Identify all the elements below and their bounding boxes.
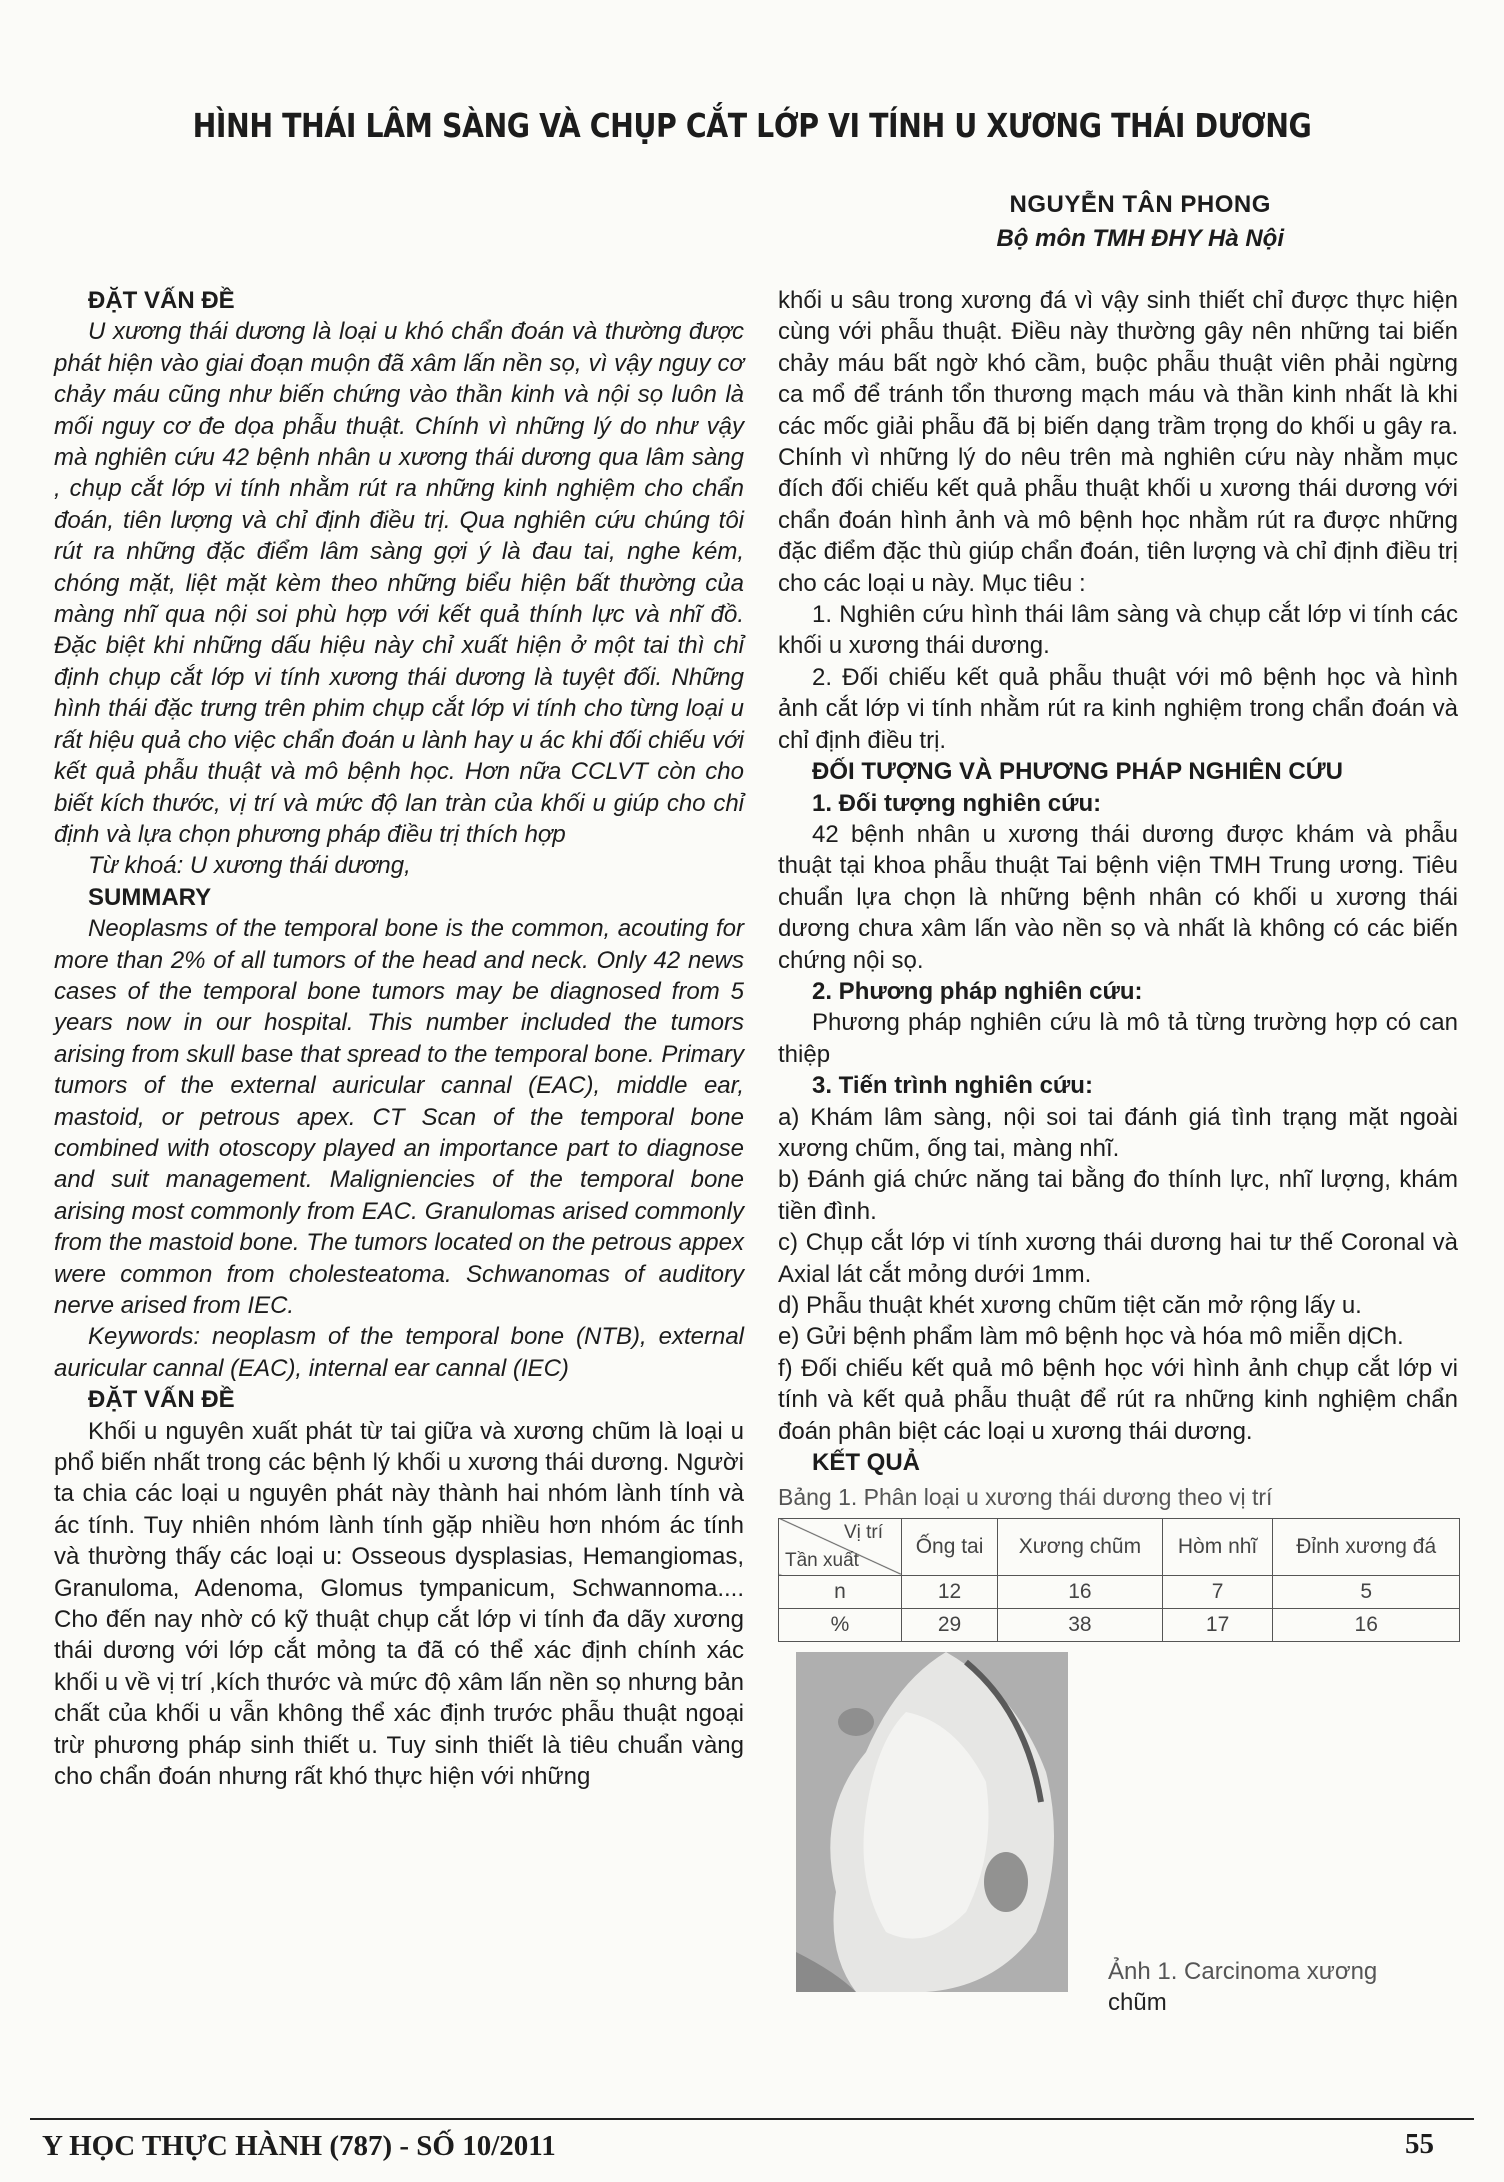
figure-caption-line1: Ảnh 1. Carcinoma xương [1108, 1957, 1378, 1985]
section-heading-intro-abstract: ĐẶT VẤN ĐỀ [88, 287, 235, 314]
abstract-vietnamese: U xương thái dương là loại u khó chẩn đoán và thường được phát hiện vào giai đoạn muộn đã xâm lấn nền sọ, vì vậy nguy cơ chảy máu cũng như biến chứng vào thần kinh và nội sọ luôn là mối nguy cơ đe dọa phẫu thuật. Chính vì những lý do như vậy mà nghiên cứu 42 bệnh nhân u xương thái dương qua lâm sàng , chụp cắt lớp vi tính nhằm rút ra những kinh nghiệm cho chẩn đoán, tiên lượng và chỉ định điều trị. Qua nghiên cứu chúng tôi rút ra những đặc điểm lâm sàng gợi ý là đau tai, nghe kém, chóng mặt, liệt mặt kèm theo những biểu hiện bất thường của màng nhĩ qua nội soi phù hợp với kết quả thính lực và nhĩ đồ. Đặc biệt khi những dấu hiệu này chỉ xuất hiện ở một tai thì chỉ định chụp cắt lớp vi tính xương thái dương là tuyệt đối. Những hình thái đặc trưng trên phim chụp cắt lớp vi tính cho từng loại u rất hiệu quả cho việc chẩn đoán u lành hay u ác khi đối chiếu với kết quả phẫu thuật và mô bệnh học. Hơn nữa CCLVT còn cho biết kích thước, vị trí và mức độ lan tràn của khối u giúp cho chỉ định và lựa chọn phương pháp điều trị thích hợp [54, 318, 744, 848]
table-cell: 17 [1162, 1608, 1273, 1641]
table-row [779, 1575, 1460, 1608]
intro-continued: khối u sâu trong xương đá vì vậy sinh thiết chỉ được thực hiện cùng với phẫu thuật. Điều này thường gây nên những tai biến chảy máu bất ngờ khó cầm, buộc phẫu thuật viên phải ngừng ca mổ để tránh tổn thương mạch máu và thần kinh nhất là khi các mốc giải phẫu đã bị biến dạng trầm trọng do khối u gây ra. Chính vì những lý do nêu trên mà nghiên cứu này nhằm mục đích đối chiếu kết quả phẫu thuật khối u xương thái dương với chẩn đoán hình ảnh và mô bệnh học nhằm rút ra được những đặc điểm đặc thù giúp chẩn đoán, tiên lượng và chỉ định điều trị cho các loại u này. Mục tiêu : [778, 287, 1458, 597]
table-cell: 12 [902, 1575, 998, 1608]
summary-heading: SUMMARY [88, 883, 212, 911]
procedure-step-c: c) Chụp cắt lớp vi tính xương thái dương hai tư thế Coronal và Axial lát cắt mỏng dưới 1mm. [778, 1229, 1458, 1288]
objective-1: 1. Nghiên cứu hình thái lâm sàng và chụp cắt lớp vi tính các khối u xương thái dương. [778, 601, 1458, 660]
column-header: Đỉnh xương đá [1273, 1518, 1460, 1575]
procedure-step-f: f) Đối chiếu kết quả mô bệnh học với hình ảnh chụp cắt lớp vi tính và kết quả phẫu thuật để rút ra những kinh nghiệm chẩn đoán phân biệt các loại u xương thái dương. [778, 1354, 1458, 1445]
figure-caption [1108, 1956, 1377, 2018]
paper-title: HÌNH THÁI LÂM SÀNG VÀ CHỤP CẮT LỚP VI TÍNH U XƯƠNG THÁI DƯƠNG [192, 106, 1312, 145]
table-cell: 16 [1273, 1608, 1460, 1641]
corner-label-frequency: Tần xuất [785, 1549, 859, 1571]
table-caption: Bảng 1. Phân loại u xương thái dương theo vị trí [778, 1484, 1273, 1511]
table-cell: 5 [1273, 1575, 1460, 1608]
row-label: % [779, 1608, 902, 1641]
author-block [996, 188, 1284, 256]
subjects-text: 42 bệnh nhân u xương thái dương được khám và phẫu thuật tại khoa phẫu thuật Tai bệnh viện TMH Trung ương. Tiêu chuẩn lựa chọn là những bệnh nhân có khối u xương thái dương chưa xâm lấn vào nền sọ và nhất là không có các biến chứng nội sọ. [778, 820, 1458, 974]
page-number: 55 [1405, 2128, 1434, 2160]
footer-divider [30, 2118, 1474, 2120]
intro-paragraph: Khối u nguyên xuất phát từ tai giữa và xương chũm là loại u phổ biến nhất trong các bệnh lý khối u xương thái dương. Người ta chia các loại u nguyên phát này thành hai nhóm lành tính và ác tính. Tuy nhiên nhóm lành tính gặp nhiều hơn nhóm ác tính và thường thấy các loại u: Osseous dysplasias, Hemangiomas, Granuloma, Adenoma, Glomus tympanicum, Schwannoma.... Cho đến nay nhờ có kỹ thuật chụp cắt lớp vi tính đa dãy xương thái dương với lớp cắt mỏng ta đã có thể xác định chính xác khối u về vị trí ,kích thước và mức độ xâm lấn nền sọ nhưng bản chất của khối u vẫn không thể xác định trước phẫu thuật ngoại trừ phương pháp sinh thiết u. Tuy sinh thiết là tiêu chuẩn vàng cho chẩn đoán nhưng rất khó thực hiện với những [54, 1417, 744, 1791]
table-corner-cell [779, 1518, 902, 1575]
journal-footer: Y HỌC THỰC HÀNH (787) - SỐ 10/2011 [42, 2130, 556, 2162]
table-cell: 7 [1162, 1575, 1273, 1608]
table-header-row [779, 1518, 1460, 1575]
subheading-subjects: 1. Đối tượng nghiên cứu: [812, 789, 1102, 817]
ct-scan-image [796, 1652, 1068, 1992]
subheading-method: 2. Phương pháp nghiên cứu: [812, 977, 1143, 1005]
author-name: NGUYỄN TÂN PHONG [1009, 191, 1271, 218]
figure-caption-line2: chũm [1108, 1988, 1167, 2016]
method-text: Phương pháp nghiên cứu là mô tả từng trường hợp có can thiệp [778, 1009, 1458, 1068]
section-heading-intro: ĐẶT VẤN ĐỀ [88, 1386, 235, 1414]
table-cell: 16 [998, 1575, 1163, 1608]
procedure-step-b: b) Đánh giá chức năng tai bằng đo thính lực, nhĩ lượng, khám tiền đình. [778, 1166, 1458, 1225]
results-table [778, 1518, 1460, 1642]
column-header: Xương chũm [998, 1518, 1163, 1575]
subheading-procedure: 3. Tiến trình nghiên cứu: [812, 1072, 1093, 1100]
procedure-step-e: e) Gửi bệnh phẩm làm mô bệnh học và hóa mô miễn dịCh. [778, 1323, 1404, 1351]
table-cell: 29 [902, 1608, 998, 1641]
summary-english: Neoplasms of the temporal bone is the common, acouting for more than 2% of all tumors of the head and neck. Only 42 news cases of the temporal bone tumors may be diagnosed from 5 years now in our hospital. This number included the tumors arising from skull base that spread to the temporal bone. Primary tumors of the external auricular cannal (EAC), middle ear, mastoid, or petrous apex. CT Scan of the temporal bone combined with otoscopy played an importance part to diagnose and suit management. Maligniencies of the temporal bone arising most commonly from EAC. Granulomas arised commonly from the mastoid bone. The tumors located on the petrous appex were common from cholesteatoma. Schwanomas of auditory nerve arised from IEC. [54, 915, 744, 1319]
table-cell: 38 [998, 1608, 1163, 1641]
procedure-step-d: d) Phẫu thuật khét xương chũm tiệt căn mở rộng lấy u. [778, 1292, 1362, 1319]
column-header: Ống tai [902, 1518, 998, 1575]
author-affiliation: Bộ môn TMH ĐHY Hà Nội [996, 225, 1284, 252]
corner-label-location: Vị trí [843, 1521, 883, 1543]
keywords-english: Keywords: neoplasm of the temporal bone (NTB), external auricular cannal (EAC), internal ear cannal (IEC) [54, 1323, 744, 1382]
right-column [778, 285, 1458, 2016]
left-column [54, 285, 744, 1793]
figure-block [778, 1652, 1458, 2016]
table-row [779, 1608, 1460, 1641]
row-label: n [779, 1575, 902, 1608]
results-heading: KẾT QUẢ [812, 1449, 920, 1477]
ct-scan-drawing [796, 1652, 1068, 1992]
column-header: Hòm nhĩ [1162, 1518, 1273, 1575]
methods-heading: ĐỐI TƯỢNG VÀ PHƯƠNG PHÁP NGHIÊN CỨU [812, 758, 1343, 786]
objective-2: 2. Đối chiếu kết quả phẫu thuật với mô bệnh học và hình ảnh cắt lớp vi tính nhằm rút ra kinh nghiệm trong chẩn đoán và chỉ định điều trị. [778, 663, 1458, 754]
keywords-vietnamese: Từ khoá: U xương thái dương, [88, 852, 411, 880]
procedure-step-a: a) Khám lâm sàng, nội soi tai đánh giá tình trạng mặt ngoài xương chũm, ống tai, màng nhĩ. [778, 1103, 1458, 1162]
